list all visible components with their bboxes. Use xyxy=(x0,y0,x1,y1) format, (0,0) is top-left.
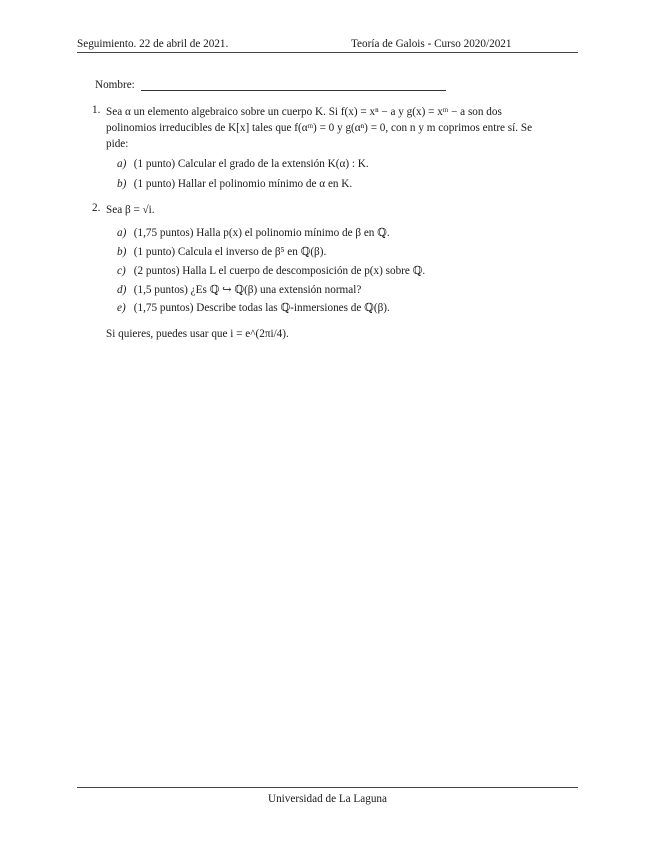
problem-2-statement: Sea β = √i. xyxy=(106,204,155,216)
problem-2-hint: Si quieres, puedes usar que i = e^(2πi/4). xyxy=(106,328,289,340)
part-label: d) xyxy=(117,284,127,296)
problem-1-statement xyxy=(106,104,579,152)
problem-1-line-2: polinomios irreducibles de K[x] tales que f(αᵐ) = 0 y g(αⁿ) = 0, con n y m coprimos entre sí. Se xyxy=(106,122,533,134)
header-rule xyxy=(77,52,578,53)
name-label: Nombre: xyxy=(95,79,135,91)
header-right: Teoría de Galois - Curso 2020/2021 xyxy=(351,38,512,50)
part-text: (2 puntos) Halla L el cuerpo de descomposición de p(x) sobre ℚ. xyxy=(133,265,426,277)
problem-1-part-b xyxy=(117,178,352,190)
part-text: (1 punto) Calcular el grado de la extensión K(α) : K. xyxy=(133,158,369,170)
page-footer: Universidad de La Laguna xyxy=(268,793,387,805)
part-label: b) xyxy=(117,178,127,190)
problem-2-part-c xyxy=(117,264,425,277)
part-label: b) xyxy=(117,246,127,258)
part-text: (1 punto) Hallar el polinomio mínimo de α en K. xyxy=(133,178,353,190)
problem-2-number: 2. xyxy=(92,202,101,214)
footer-rule xyxy=(77,787,578,788)
problem-1-number: 1. xyxy=(92,104,101,116)
problem-2-part-d xyxy=(117,283,361,296)
problem-1-line-3: pide: xyxy=(106,138,129,150)
part-text: (1 punto) Calcula el inverso de β⁵ en ℚ(β). xyxy=(133,246,327,258)
part-text: (1,5 puntos) ¿Es ℚ ↪ ℚ(β) una extensión normal? xyxy=(133,284,362,296)
problem-1-line-1: Sea α un elemento algebraico sobre un cuerpo K. Si f(x) = xⁿ − a y g(x) = xᵐ − a son dos xyxy=(106,106,502,118)
problem-2-part-b xyxy=(117,245,326,258)
part-text: (1,75 puntos) Halla p(x) el polinomio mínimo de β en ℚ. xyxy=(133,227,390,239)
problem-2-part-e xyxy=(117,301,390,314)
part-text: (1,75 puntos) Describe todas las ℚ-inmersiones de ℚ(β). xyxy=(133,302,390,314)
part-label: e) xyxy=(117,302,126,314)
problem-1-part-a xyxy=(117,158,369,170)
part-label: a) xyxy=(117,158,127,170)
part-label: a) xyxy=(117,227,127,239)
problem-2-part-a xyxy=(117,226,390,239)
part-label: c) xyxy=(117,265,126,277)
header-left: Seguimiento. 22 de abril de 2021. xyxy=(77,38,229,50)
name-line xyxy=(141,90,446,91)
page-header xyxy=(77,38,578,52)
